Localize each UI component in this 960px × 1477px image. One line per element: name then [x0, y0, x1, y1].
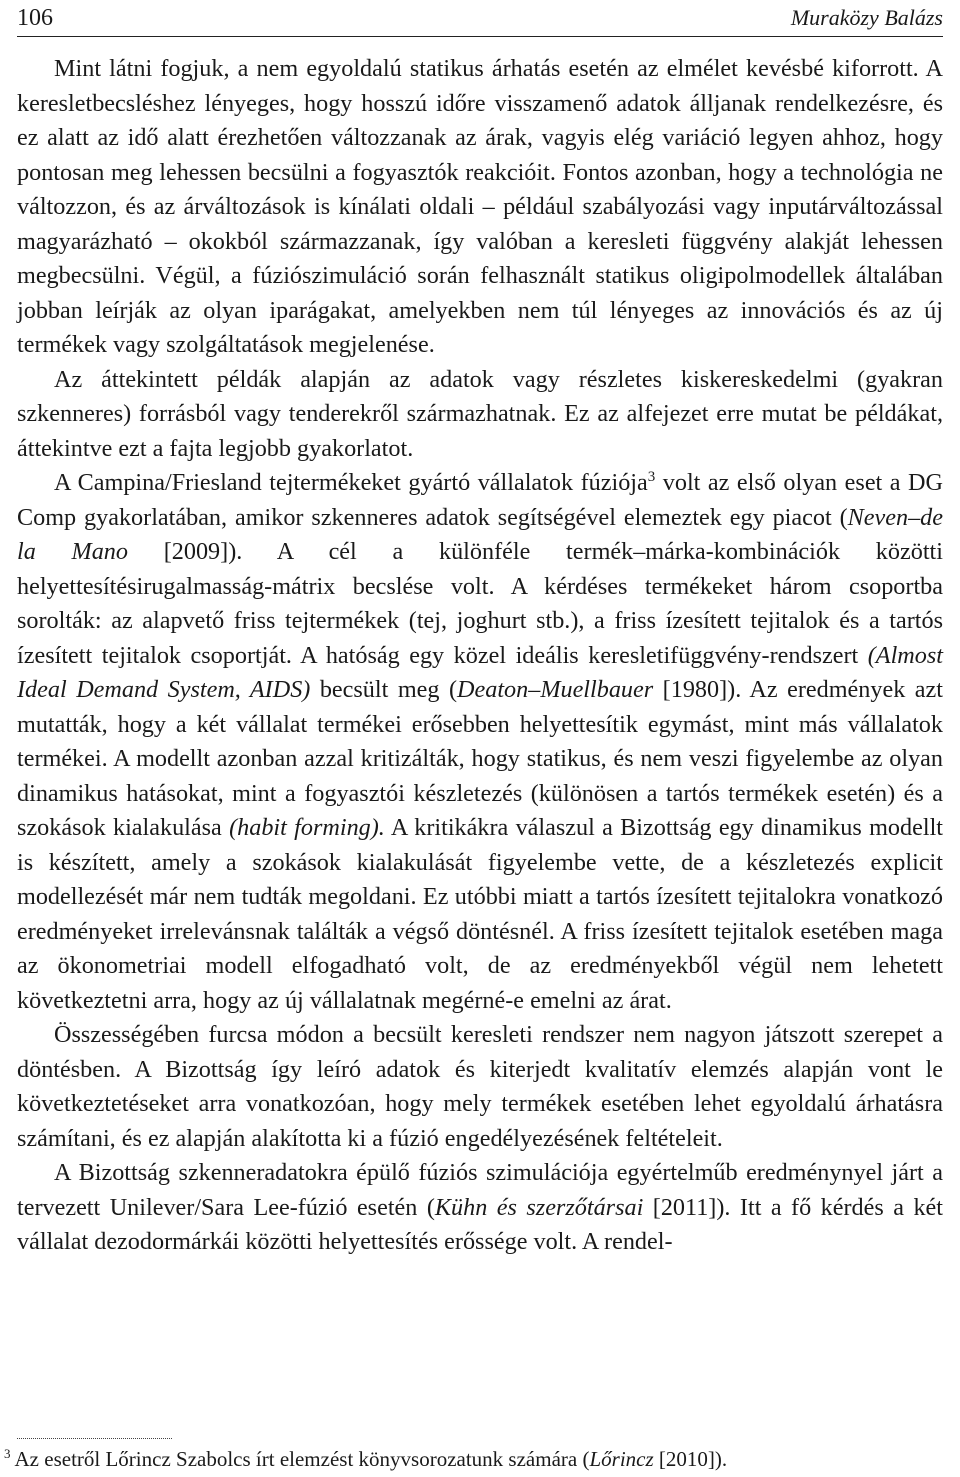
text-run: Mint látni fogjuk, a nem egyoldalú statikus árhatás esetén az elmélet kevésbé kiforrott. A keresletbecsléshez lényeges, hogy hosszú időre visszamenő adatok álljanak rendelkezésre, és ez alatt az idő alatt érezhetően változzanak az árak, vagyis elég variáció legyen ahhoz, hogy pontosan meg lehessen becsülni a fogyasztók reakcióit. Fontos azonban, hogy a technológia ne változzon, és az árváltozások is kínálati oldali – például szabályozási vagy inputárváltozással magyarázható – okokból származzanak, így valóban a keresleti függvény alakját lehessen megbecsülni. Végül, a fúziószimuláció során felhasznált statikus oligipolmodellek általában jobban leírják az olyan iparágakat, amelyekben nem túl lényeges az innovációs és az új termékek vagy szolgáltatások megjelenése.	[17, 55, 943, 358]
text-run: [1980]). Az eredmények azt mutatták, hogy a két vállalat termékei erősebben helyettesítik egymást, mint más vállalatok termékei. A modellt azonban azzal kritizálták, hogy statikus, és nem veszi figyelembe az olyan dinamikus hatásokat, mint a fogyasztói készletezés (különösen a tartós termékek esetén) és a szokások kialakulása	[17, 676, 943, 841]
text-run: [2010]).	[653, 1447, 728, 1471]
body-text	[17, 52, 943, 1260]
text-run: Az áttekintett példák alapján az adatok vagy részletes kiskereskedelmi (gyakran szkenneres) forrásból vagy tenderekről származhatnak. Ez az alfejezet erre mutat be példákat, áttekintve ezt a fajta legjobb gyakorlatot.	[17, 365, 943, 462]
text-run: [2009]). A cél a különféle termék–márka-kombinációk közötti helyettesítésirugalmasság-mátrix becslése volt. A kérdéses termékeket három csoportba sorolták: az alapvető friss tejtermékek (tej, joghurt stb.), a friss ízesített tejitalok és a tartós ízesített tejitalok csoportját. A hatóság egy közel ideális keresletifüggvény-rendszert	[17, 538, 943, 669]
italic-text: Lőrincz	[589, 1447, 654, 1471]
text-run: A Campina/Friesland tejtermékeket gyártó vállalatok fúziója	[54, 469, 648, 496]
text-run: Az esetről Lőrincz Szabolcs írt elemzést könyvsorozatunk számára (	[14, 1447, 590, 1471]
text-run: volt az első olyan eset a DG Comp gyakorlatában, amikor szkenneres adatok segítségével elemeztek egy piacot (	[17, 469, 943, 531]
text-run: Összességében furcsa módon a becsült keresleti rendszer nem nagyon játszott szerepet a döntésben. A Bizottság így leíró adatok és kiterjedt kvalitatív elemzés alapján vont le következtetéseket arra vonatkozóan, hogy mely termékek esetében lehet egyoldalú árhatásra számítani, és ez alapján alakította ki a fúzió engedélyezésének feltételeit.	[17, 1021, 943, 1152]
footnote-marker: 3	[4, 1446, 11, 1461]
italic-text: Deaton–Muellbauer	[457, 676, 654, 703]
footnote-marker: 3	[647, 468, 656, 485]
italic-text: (habit forming).	[229, 814, 385, 841]
page-number: 106	[17, 4, 53, 31]
italic-text: Kühn és szerzőtársai	[434, 1193, 644, 1221]
text-run: becsült meg (	[310, 676, 458, 703]
paragraph	[17, 1018, 943, 1156]
italic-text: Neven–de la Mano	[17, 503, 943, 565]
text-run: A kritikákra válaszul a Bizottság egy dinamikus modellt is készített, amely a szokások kialakulását figyelembe vette, de a készletezés explicit modellezését már nem tudták megoldani. Ez utóbbi miatt a tartós ízesített tejitalokra vonatkozó eredményeket irrelevánsnak találták a végső döntésnél. A friss ízesített tejitalok esetében maga az ökonometriai modell elfogadható volt, de az eredményekből végül nem lehetett következtetni arra, hogy az új vállalatnak megérné-e emelni az árat.	[17, 814, 944, 1014]
paragraph	[17, 1156, 943, 1260]
italic-text: (Almost Ideal Demand System, AIDS)	[17, 641, 943, 703]
paragraph	[17, 52, 943, 363]
text-run: A Bizottság szkenneradatokra épülő fúziós szimulációja egyértelműb eredménynyel járt a tervezett Unilever/Sara Lee-fúzió esetén (	[17, 1159, 943, 1221]
footnote-separator	[17, 1438, 172, 1439]
page-header	[17, 0, 943, 37]
paragraph	[17, 466, 943, 1018]
running-title: Muraközy Balázs	[790, 5, 943, 30]
paragraph	[17, 363, 943, 467]
text-run: [2011]). Itt a fő kérdés a két vállalat dezodormárkái közötti helyettesítés erőssége volt. A rendel-	[17, 1193, 943, 1255]
footnote	[4, 1446, 943, 1472]
